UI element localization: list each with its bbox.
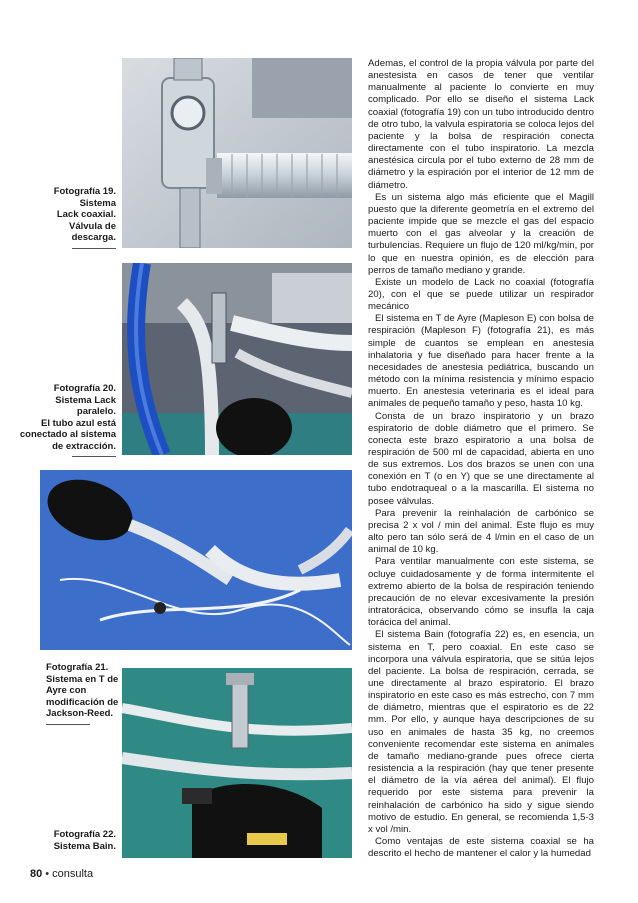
paragraph: Consta de un brazo inspiratorio y un brazo espiratorio de doble diámetro que el primero. Se conecta este brazo espiratorio a una bolsa de respiración de 500 ml de capacidad, abierta en uno de sus extremos. Los dos brazos se unen con una conexión en T (o en Y) que se une directamente al tubo endotraqueal o a la mascarilla. El sistema no posee válvulas. <box>368 410 594 507</box>
caption-21-line: Jackson-Reed. <box>46 708 114 719</box>
caption-20-line: Fotografía 20. <box>53 383 116 394</box>
caption-19-line: Sistema <box>79 197 116 209</box>
paragraph: Existe un modelo de Lack no coaxial (fotografía 20), con el que se puede utilizar un respirador mecánico <box>368 276 594 313</box>
paragraph: El sistema Bain (fotografía 22) es, en esencia, un sistema en T, pero coaxial. En este caso se incorpora una válvula espiratoria, que se sitúa lejos del paciente. La bolsa de respiración, cerrada, se une directamente al brazo espiratorio. El brazo inspiratorio en este caso es más estrecho, con 7 mm de diámetro, mientras que el espiratorio es de 22 mm. Por ello, y aunque haya descripciones de su uso en animales de hasta 35 kg, no creemos conveniente recomendar este sistema en animales de tamaño mediano-grande pues ofrece cierta resistencia a la respiración (hay que tener presente el diámetro de la vía aérea del animal). El flujo requerido por este sistema para prevenir la reinhalación de carbónico ha sido y sigue siendo motivo de estudio. En general, se recomienda 1,5-3 x vol /min. <box>368 629 594 835</box>
caption-19-line: descarga. <box>71 232 116 243</box>
caption-21 <box>46 662 132 725</box>
caption-20-line: El tubo azul está <box>41 417 116 429</box>
caption-21-line: Sistema en T de <box>46 673 119 685</box>
photo-20 <box>122 263 352 455</box>
caption-21-line: Fotografía 21. <box>46 662 109 673</box>
caption-20-line: paralelo. <box>76 406 116 417</box>
caption-rule <box>46 724 90 725</box>
caption-19-line: Fotografía 19. <box>53 186 116 197</box>
caption-20-line: conectado al sistema <box>19 429 116 440</box>
caption-rule <box>72 248 116 249</box>
paragraph: Como ventajas de este sistema coaxial se ha descrito el hecho de mantener el calor y la humedad <box>368 836 594 860</box>
caption-19 <box>30 186 116 249</box>
caption-22-line: Fotografía 22. <box>53 829 116 840</box>
paragraph: Para ventilar manualmente con este sistema, se ocluye cuidadosamente y de forma intermitente el extremo abierto de la bolsa de respiración teniendo precaución de no elevar excesivamente la presión intratorácica, observando cómo se insufla la caja torácica del animal. <box>368 556 594 629</box>
paragraph: Ademas, el control de la propia válvula por parte del anestesista en casos de tener que ventilar manualmente al paciente lo convierte en muy complicado. Por ello se diseño el sistema Lack coaxial (fotografía 19) con un tubo introducido dentro de otro tubo, la valvula espiratoria se coloca lejos del paciente y la bolsa de respiración conecta directamente con el tubo inspiratorio. La mezcla anestésica circula por el tubo externo de 28 mm de diámetro y la espiración por el interior de 12 mm de diámetro. <box>368 58 594 191</box>
body-text-column <box>368 58 594 860</box>
caption-rule <box>72 456 116 457</box>
caption-20-line: de extracción. <box>52 440 116 452</box>
caption-21-line: Ayre con <box>46 685 87 696</box>
paragraph: Para prevenir la reinhalación de carbónico se precisa 2 x vol / min del animal. Este flujo es muy alto pero tan sólo será de 4 l/min en el caso de un animal de 10 kg. <box>368 507 594 556</box>
page-footer <box>30 868 93 880</box>
photo-22 <box>122 668 352 858</box>
page-number: 80 <box>30 868 43 880</box>
caption-20 <box>14 383 116 457</box>
caption-21-line: modificación de <box>46 696 119 708</box>
paragraph: El sistema en T de Ayre (Mapleson E) con bolsa de respiración (Mapleson F) (fotografía 21), es más simple de cuantos se emplean en anestesia inhalatoria y fue diseñado para hacer frente a la necesidades de anestesia pediátrica, buscando un método con la mínima resistencia y mínimo espacio muerto. En anestesia veterinaria es el ideal para animales de pequeño tamaño y peso, hasta 10 kg. <box>368 313 594 410</box>
photo-19 <box>122 58 352 248</box>
caption-19-line: Lack coaxial. <box>56 209 116 220</box>
section-name: consulta <box>52 868 94 880</box>
paragraph: Es un sistema algo más eficiente que el Magill puesto que la diferente geometría en el extremo del paciente impide que se mezcle el gas del espacio muerto con el gas alveolar y la creación de turbulencias. Requiere un flujo de 120 ml/kg/min, por lo que en nuestra opinión, es de elección para perros de tamaño mediano y grande. <box>368 191 594 276</box>
caption-20-line: Sistema Lack <box>55 394 116 406</box>
photo-21 <box>40 470 352 650</box>
caption-22-line: Sistema Bain. <box>53 840 116 852</box>
caption-22 <box>30 829 116 852</box>
bullet-icon: • <box>45 868 50 880</box>
caption-19-line: Válvula de <box>69 220 116 232</box>
